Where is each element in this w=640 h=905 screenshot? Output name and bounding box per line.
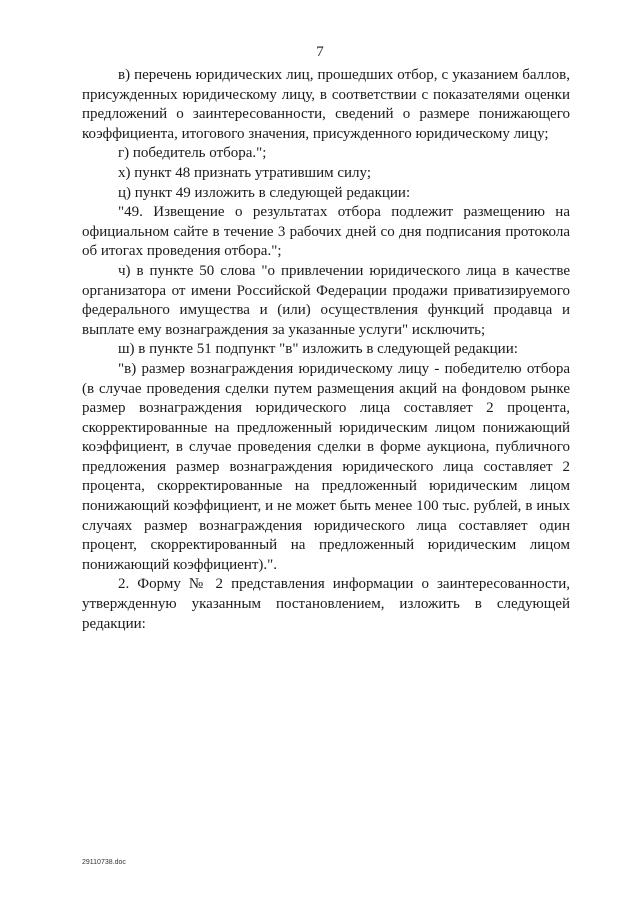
paragraph-sh-point-51: ш) в пункте 51 подпункт "в" изложить в следующей редакции: — [118, 341, 518, 358]
paragraph-ts-point-49: ц) пункт 49 изложить в следующей редакции: — [118, 184, 411, 201]
paragraph-ch-point-50: ч) в пункте 50 слова "о привлечении юридического лица в качестве организатора от имени Российской Федерации продажи приватизируемого федерального имущества и (или) осуществления функций продавца и выплате ему вознаграждения за указанные услуги" исключить; — [82, 262, 570, 338]
paragraph-point-51-v-text: "в) размер вознаграждения юридическому лицу - победителю отбора (в случае проведения сделки путем размещения акций на фондовом рынке размер вознаграждения юридического лица составляет 2 процента, скорректированные на предложенный юридическим лицом понижающий коэффициент, в случае проведения сделки в форме аукциона, публичного предложения размер вознаграждения юридического лица составляет 2 процента, скорректированные на предложенный юридическим лицом понижающий коэффициент, и не может быть менее 100 тыс. рублей, в иных случаях размер вознаграждения юридического лица составляет один процент, скорректированный на предложенный юридическим лицом понижающий коэффициент).". — [82, 360, 570, 573]
document-body — [82, 66, 570, 634]
page-number: 7 — [316, 44, 324, 60]
paragraph-kh-point-48: х) пункт 48 признать утратившим силу; — [118, 164, 372, 181]
paragraph-point-49-text: "49. Извещение о результатах отбора подлежит размещению на официальном сайте в течение 3 рабочих дней со дня подписания протокола об итогах проведения отбора."; — [82, 204, 570, 260]
paragraph-form-2: 2. Форму № 2 представления информации о заинтересованности, утвержденную указанным постановлением, изложить в следующей редакции: — [82, 576, 570, 632]
paragraph-g-winner: г) победитель отбора."; — [118, 145, 267, 162]
paragraph-v-list: в) перечень юридических лиц, прошедших отбор, с указанием баллов, присужденных юридическому лицу, в соответствии с показателями оценки предложений о заинтересованности, сведений о размере понижающего коэффициента, итогового значения, присужденного юридическому лицу; — [82, 67, 570, 142]
file-name-footer: 29110738.doc — [82, 859, 126, 866]
